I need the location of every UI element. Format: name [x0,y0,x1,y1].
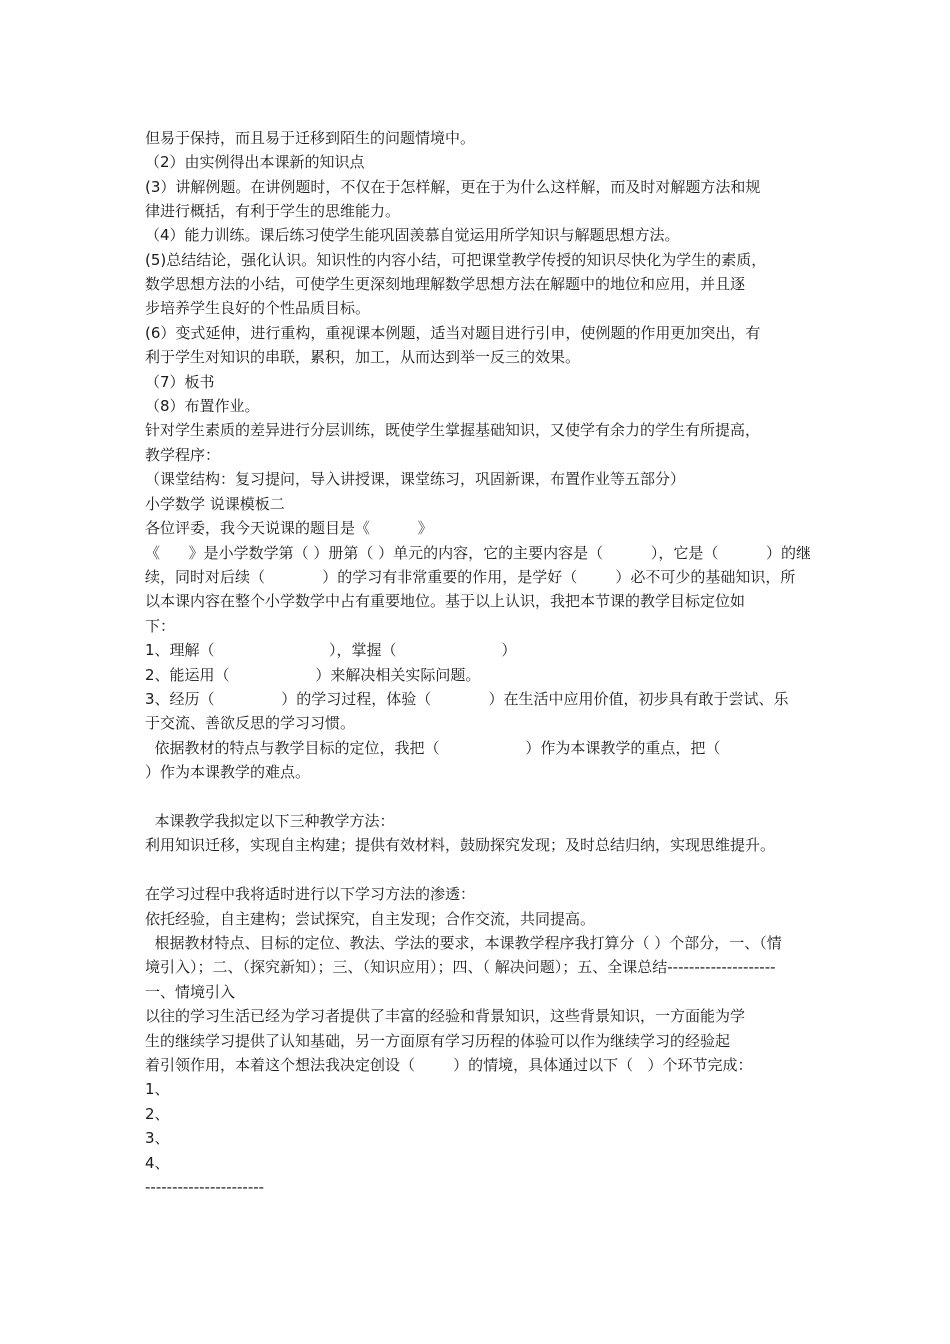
body-text-line: ）作为本课教学的难点。 [145,763,311,781]
body-text-line: 着引领作用，本着这个想法我决定创设（ ）的情境，具体通过以下（ ）个环节完成： [145,1056,753,1074]
body-text-line: (5)总结结论，强化认识。知识性的内容小结，可把课堂教学传授的知识尽快化为学生的素质， [145,251,767,269]
body-text-line: (3）讲解例题。在讲例题时，不仅在于怎样解，更在于为什么这样解，而及时对解题方法和规 [145,178,761,196]
body-text-line: 依托经验，自主建构；尝试探究，自主发现；合作交流，共同提高。 [145,910,596,928]
body-text-line: （7）板书 [145,373,215,391]
body-text-line: 在学习过程中我将适时进行以下学习方法的渗透： [145,885,476,903]
body-text-line: 本课教学我拟定以下三种教学方法： [145,812,395,830]
body-text-line: 于交流、善欲反思的学习习惯。 [145,714,356,732]
body-text-line: 但易于保持，而且易于迁移到陌生的问题情境中。 [145,129,476,147]
body-text-line: （4）能力训练。课后练习使学生能巩固羡慕自觉运用所学知识与解题思想方法。 [145,226,680,244]
body-text-line: （8）布置作业。 [145,397,260,415]
body-text-line: 续，同时对后续（ ）的学习有非常重要的作用，是学好（ ）必不可少的基础知识，所 [145,568,796,586]
list-item: 4、 [145,1154,170,1172]
body-text-line: (6）变式延伸，进行重构，重视课本例题，适当对题目进行引申，使例题的作用更加突出，有 [145,324,761,342]
section-heading: 一、情境引入 [145,983,236,1001]
body-text-line: 《 》是小学数学第（ ）册第（ ）单元的内容，它的主要内容是（ ），它是（ ）的继 [145,544,812,562]
body-text-line: 境引入）；二、（探究新知）；三、（知识应用）；四、（ 解决问题）；五、全课总结-------------------- [145,958,776,976]
list-item: 2、能运用（ ）来解决相关实际问题。 [145,666,481,684]
body-text-line: 步培养学生良好的个性品质目标。 [145,299,371,317]
body-text-line: （课堂结构：复习提问，导入讲授课，课堂练习，巩固新课，布置作业等五部分） [145,470,686,488]
body-text-line: 以本课内容在整个小学数学中占有重要地位。基于以上认识，我把本节课的教学目标定位如 [145,592,746,610]
body-text-line: 依据教材的特点与教学目标的定位，我把（ ）作为本课教学的重点，把（ [145,739,721,757]
list-item: 3、 [145,1129,170,1147]
section-heading: 小学数学 说课模板二 [145,495,285,513]
body-text-line: 生的继续学习提供了认知基础，另一方面原有学习历程的体验可以作为继续学习的经验起 [145,1032,731,1050]
body-text-line: 利用知识迁移，实现自主构建；提供有效材料，鼓励探究发现；及时总结归纳，实现思维提升。 [145,836,776,854]
body-text-line: 以往的学习生活已经为学习者提供了丰富的经验和背景知识，这些背景知识，一方面能为学 [145,1007,746,1025]
body-text-line: 律进行概括，有利于学生的思维能力。 [145,202,401,220]
list-item: 1、 [145,1080,170,1098]
dashed-separator: ---------------------- [145,1178,265,1196]
body-text-line: 利于学生对知识的串联，累积，加工，从而达到举一反三的效果。 [145,348,581,366]
list-item: 1、理解（ ），掌握（ ） [145,641,517,659]
body-text-line: （2）由实例得出本课新的知识点 [145,153,365,171]
list-item: 2、 [145,1105,170,1123]
list-item: 3、经历（ ）的学习过程，体验（ ）在生活中应用价值，初步具有敢于尝试、乐 [145,690,789,708]
body-text-line: 各位评委，我今天说课的题目是《 》 [145,519,433,537]
body-text-line: 下： [145,617,176,635]
body-text-line: 针对学生素质的差异进行分层训练，既使学生掌握基础知识，又使学有余力的学生有所提高， [145,421,761,439]
body-text-line: 数学思想方法的小结，可使学生更深刻地理解数学思想方法在解题中的地位和应用，并且逐 [145,275,746,293]
body-text-line: 根据教材特点、目标的定位、教法、学法的要求，本课教学程序我打算分（ ）个部分，一、（情 [145,934,782,952]
body-text-line: 教学程序： [145,446,221,464]
